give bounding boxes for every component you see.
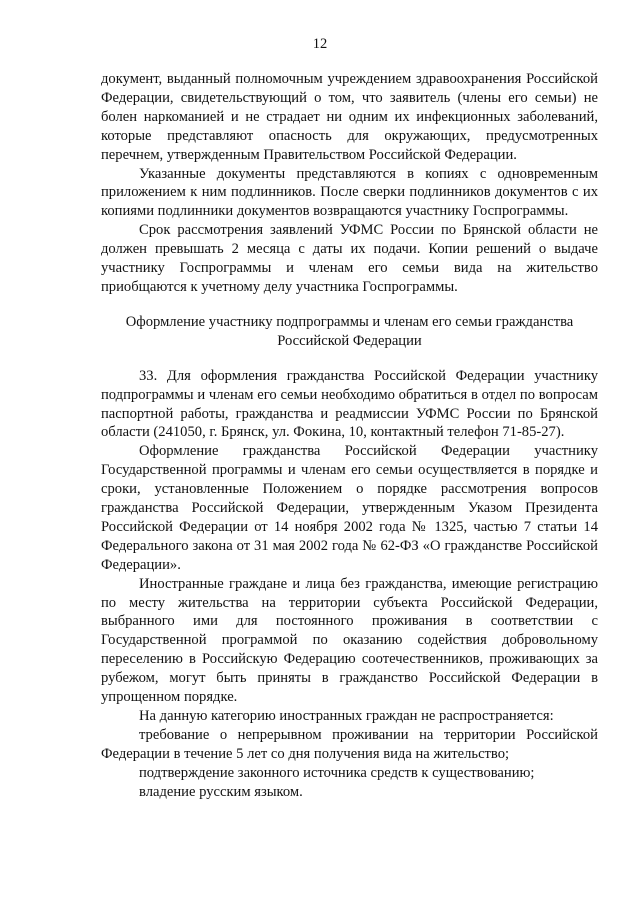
list-item-residence-requirement: требование о непрерывном проживании на территории Российской Федерации в течение 5 лет со дня получения вида на жительство;	[101, 726, 598, 762]
paragraph-not-applicable: На данную категорию иностранных граждан не распространяется:	[139, 708, 554, 724]
paragraph-simplified-procedure: Иностранные граждане и лица без гражданства, имеющие регистрацию по месту жительства на территории субъекта Российской Федерации, выбранного ими для постоянного проживания в соответствии с Государственной программой по оказанию содействия добровольному переселению в Российскую Федерацию соотечественников, проживающих за рубежом, могут быть приняты в гражданство Российской Федерации в упрощенном порядке.	[101, 575, 598, 706]
section-heading: Оформление участнику подпрограммы и членам его семьи гражданства Российской Федерации	[125, 313, 574, 349]
page-number: 12	[312, 36, 328, 52]
paragraph-review-period: Срок рассмотрения заявлений УФМС России по Брянской области не должен превышать 2 месяца с даты их подачи. Копии решений о выдаче участнику Госпрограммы и членам его семьи вида на жительство приобщаются к учетному делу участника Госпрограммы.	[101, 222, 598, 295]
list-item-russian-language: владение русским языком.	[139, 783, 303, 800]
paragraph-medical-certificate: документ, выданный полномочным учреждением здравоохранения Российской Федерации, свидетельствующий о том, что заявитель (члены его семьи) не болен наркоманией и не страдает ни одним их инфекционных заболеваний, которые представляют опасность для окружающих, предусмотренных перечнем, утвержденным Правительством Российской Федерации.	[101, 71, 598, 163]
paragraph-citizenship-procedure: Оформление гражданства Российской Федерации участнику Государственной программы и членам его семьи осуществляется в порядке и сроки, установленные Положением о порядке рассмотрения вопросов гражданства Российской Федерации, утвержденным Указом Президента Российской Федерации от 14 ноября 2002 года № 1325, частью 7 статьи 14 Федерального закона от 31 мая 2002 года № 62-ФЗ «О гражданстве Российской Федерации».	[101, 443, 598, 573]
paragraph-document-copies: Указанные документы представляются в копиях с одновременным приложением к ним подлинников. После сверки подлинников документов с их копиями подлинники документов возвращаются участнику Госпрограммы.	[101, 165, 598, 220]
list-item-income-source: подтверждение законного источника средств к существованию;	[139, 764, 535, 781]
document-body	[101, 70, 598, 802]
paragraph-33-citizenship-office: 33. Для оформления гражданства Российской Федерации участнику подпрограммы и членам его семьи необходимо обратиться в отдел по вопросам паспортной работы, гражданства и реадмиссии УФМС России по Брянской области (241050, г. Брянск, ул. Фокина, 10, контактный телефон 71-85-27).	[101, 367, 598, 441]
